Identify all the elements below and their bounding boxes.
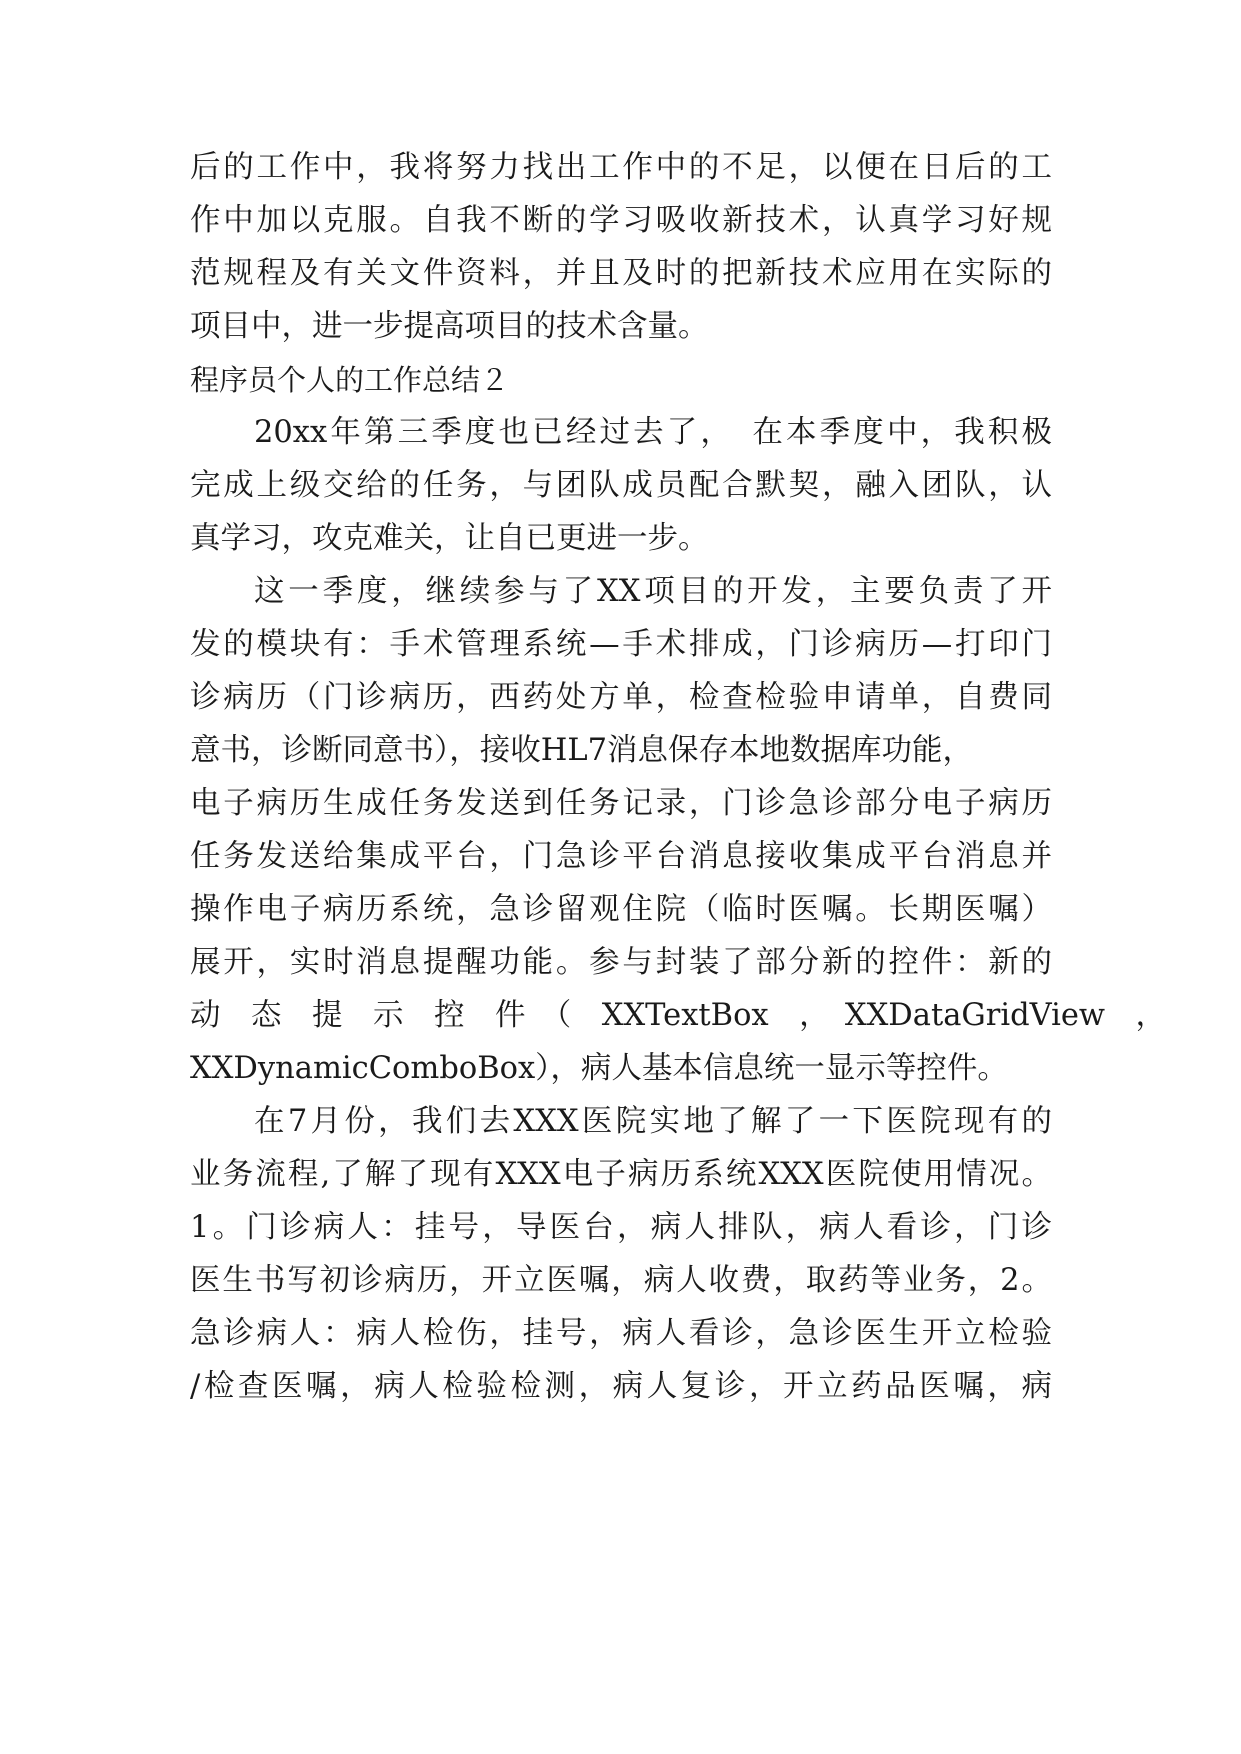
paragraph-line: XXDynamicComboBox），病人基本信息统一显示等控件。 [190, 1051, 1008, 1086]
paragraph-line: 操作电子病历系统，急诊留观住院（临时医嘱。长期医嘱） [190, 892, 1052, 927]
paragraph-line: 业务流程,了解了现有XXX电子病历系统XXX医院使用情况。 [190, 1157, 1052, 1192]
paragraph-line: 任务发送给集成平台，门急诊平台消息接收集成平台消息并 [190, 839, 1052, 874]
section-heading: 程序员个人的工作总结２ [190, 363, 510, 397]
paragraph-line: 动 态 提 示 控 件 （ XXTextBox ， XXDataGridView ， [190, 998, 1167, 1033]
paragraph-line: 发的模块有：手术管理系统—手术排成，门诊病历—打印门 [190, 627, 1052, 662]
paragraph-line: 真学习，攻克难关，让自已更进一步。 [190, 521, 709, 556]
paragraph-line: 范规程及有关文件资料，并且及时的把新技术应用在实际的 [190, 256, 1052, 291]
paragraph-line: 诊病历（门诊病历，西药处方单，检查检验申请单，自费同 [190, 680, 1052, 715]
paragraph-line: 20xx年第三季度也已经过去了， 在本季度中，我积极 [254, 415, 1052, 450]
paragraph-line: 完成上级交给的任务，与团队成员配合默契，融入团队，认 [190, 468, 1052, 503]
paragraph-line: /检查医嘱，病人检验检测，病人复诊，开立药品医嘱，病 [190, 1369, 1052, 1404]
paragraph-line: 在7月份，我们去XXX医院实地了解了一下医院现有的 [254, 1104, 1052, 1139]
paragraph-line: 展开，实时消息提醒功能。参与封装了部分新的控件：新的 [190, 945, 1052, 980]
paragraph-line: 作中加以克服。自我不断的学习吸收新技术，认真学习好规 [190, 203, 1052, 238]
paragraph-line: 意书，诊断同意书），接收HL7消息保存本地数据库功能， [190, 733, 974, 768]
paragraph-line: 急诊病人：病人检伤，挂号，病人看诊，急诊医生开立检验 [190, 1316, 1052, 1351]
paragraph-line: 这一季度，继续参与了XX项目的开发，主要负责了开 [254, 574, 1052, 609]
paragraph-line: 后的工作中，我将努力找出工作中的不足，以便在日后的工 [190, 150, 1052, 185]
paragraph-line: 1。门诊病人：挂号，导医台，病人排队，病人看诊，门诊 [190, 1210, 1052, 1245]
paragraph-line: 医生书写初诊病历，开立医嘱，病人收费，取药等业务，2。 [190, 1263, 1052, 1298]
paragraph-line: 电子病历生成任务发送到任务记录，门诊急诊部分电子病历 [190, 786, 1052, 821]
paragraph-line: 项目中，进一步提高项目的技术含量。 [190, 309, 709, 344]
